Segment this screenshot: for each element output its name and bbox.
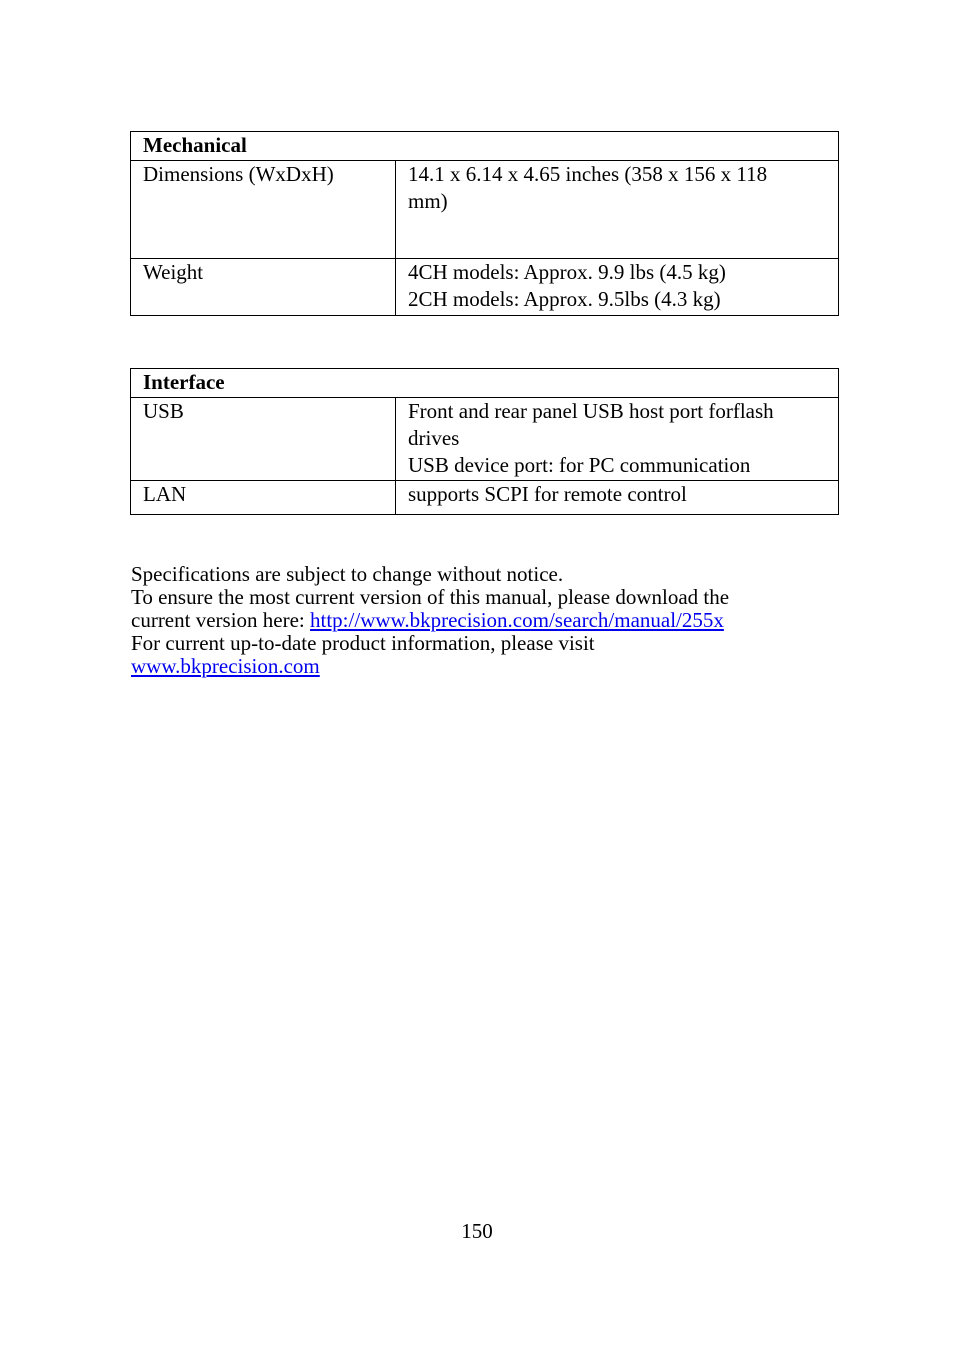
table-row (131, 161, 839, 259)
table-row (131, 398, 839, 481)
weight-value: 4CH models: Approx. 9.9 lbs (4.5 kg) 2CH models: Approx. 9.5lbs (4.3 kg) (396, 259, 839, 316)
page-number: 150 (461, 1219, 493, 1243)
table-row (131, 259, 839, 316)
dimensions-label: Dimensions (WxDxH) (131, 161, 396, 259)
lan-label: LAN (131, 481, 396, 515)
manual-download-link[interactable]: http://www.bkprecision.com/search/manual/255x (310, 608, 724, 632)
notes-line: To ensure the most current version of this manual, please download the (131, 585, 730, 609)
lan-value: supports SCPI for remote control (396, 481, 839, 515)
website-link[interactable]: www.bkprecision.com (131, 654, 320, 678)
dimensions-value: 14.1 x 6.14 x 4.65 inches (358 x 156 x 118 mm) (396, 161, 839, 259)
notes-paragraph (131, 563, 831, 678)
mechanical-spec-table (130, 131, 839, 316)
notes-line: current version here: http://www.bkprecision.com/search/manual/255x (131, 608, 724, 632)
weight-label: Weight (131, 259, 396, 316)
usb-value: Front and rear panel USB host port forflash drives USB device port: for PC communication (396, 398, 839, 481)
mechanical-heading: Mechanical (131, 132, 839, 161)
usb-label: USB (131, 398, 396, 481)
table-row (131, 481, 839, 515)
notes-line (131, 655, 831, 678)
interface-spec-table (130, 368, 839, 515)
interface-heading: Interface (131, 369, 839, 398)
notes-line: For current up-to-date product information, please visit (131, 631, 595, 655)
notes-line: Specifications are subject to change without notice. (131, 562, 564, 586)
